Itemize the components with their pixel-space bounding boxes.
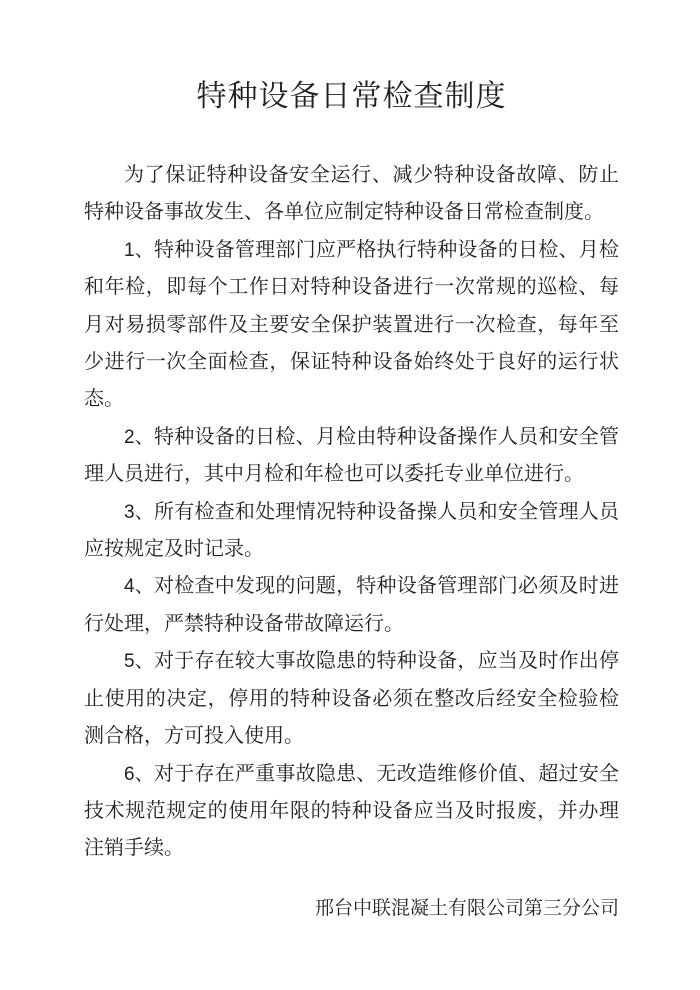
company-signature: 邢台中联混凝土有限公司第三分公司	[314, 897, 619, 919]
list-number: 6、	[124, 763, 155, 785]
paragraph-text: 特种设备管理部门应严格执行特种设备的日检、月检和年检，即每个工作日对特种设备进行一次常规的巡检、每月对易损零部件及主要安全保护装置进行一次检查，每年至少进行一次全面检查，保证特种设备始终处于良好的运行状态。	[84, 238, 620, 411]
paragraph-text: 对于存在严重事故隐患、无改造维修价值、超过安全技术规范规定的使用年限的特种设备应当及时报废，并办理注销手续。	[84, 762, 620, 860]
list-number: 3、	[124, 501, 155, 523]
paragraph-text: 为了保证特种设备安全运行、减少特种设备故障、防止特种设备事故发生、各单位应制定特种设备日常检查制度。	[84, 164, 619, 224]
paragraph-text: 对于存在较大事故隐患的特种设备，应当及时作出停止使用的决定，停用的特种设备必须在整改后经安全检验检测合格，方可投入使用。	[84, 650, 620, 748]
clause-4-paragraph	[84, 568, 619, 643]
clause-3-paragraph	[84, 494, 619, 569]
list-number: 5、	[124, 651, 155, 673]
document-title: 特种设备日常检查制度	[196, 80, 507, 113]
clause-1-paragraph	[84, 232, 619, 419]
clause-5-paragraph	[84, 643, 619, 755]
clause-2-paragraph	[84, 419, 619, 494]
list-number: 4、	[124, 576, 155, 598]
clause-6-paragraph	[84, 756, 619, 868]
list-number: 1、	[124, 239, 155, 261]
paragraph-text: 特种设备的日检、月检由特种设备操作人员和安全管理人员进行，其中月检和年检也可以委托专业单位进行。	[84, 425, 620, 486]
paragraph-text: 对检查中发现的问题，特种设备管理部门必须及时进行处理，严禁特种设备带故障运行。	[84, 575, 620, 635]
intro-paragraph	[84, 157, 619, 232]
paragraph-text: 所有检查和处理情况特种设备操人员和安全管理人员应按规定及时记录。	[84, 500, 620, 561]
list-number: 2、	[124, 426, 155, 448]
